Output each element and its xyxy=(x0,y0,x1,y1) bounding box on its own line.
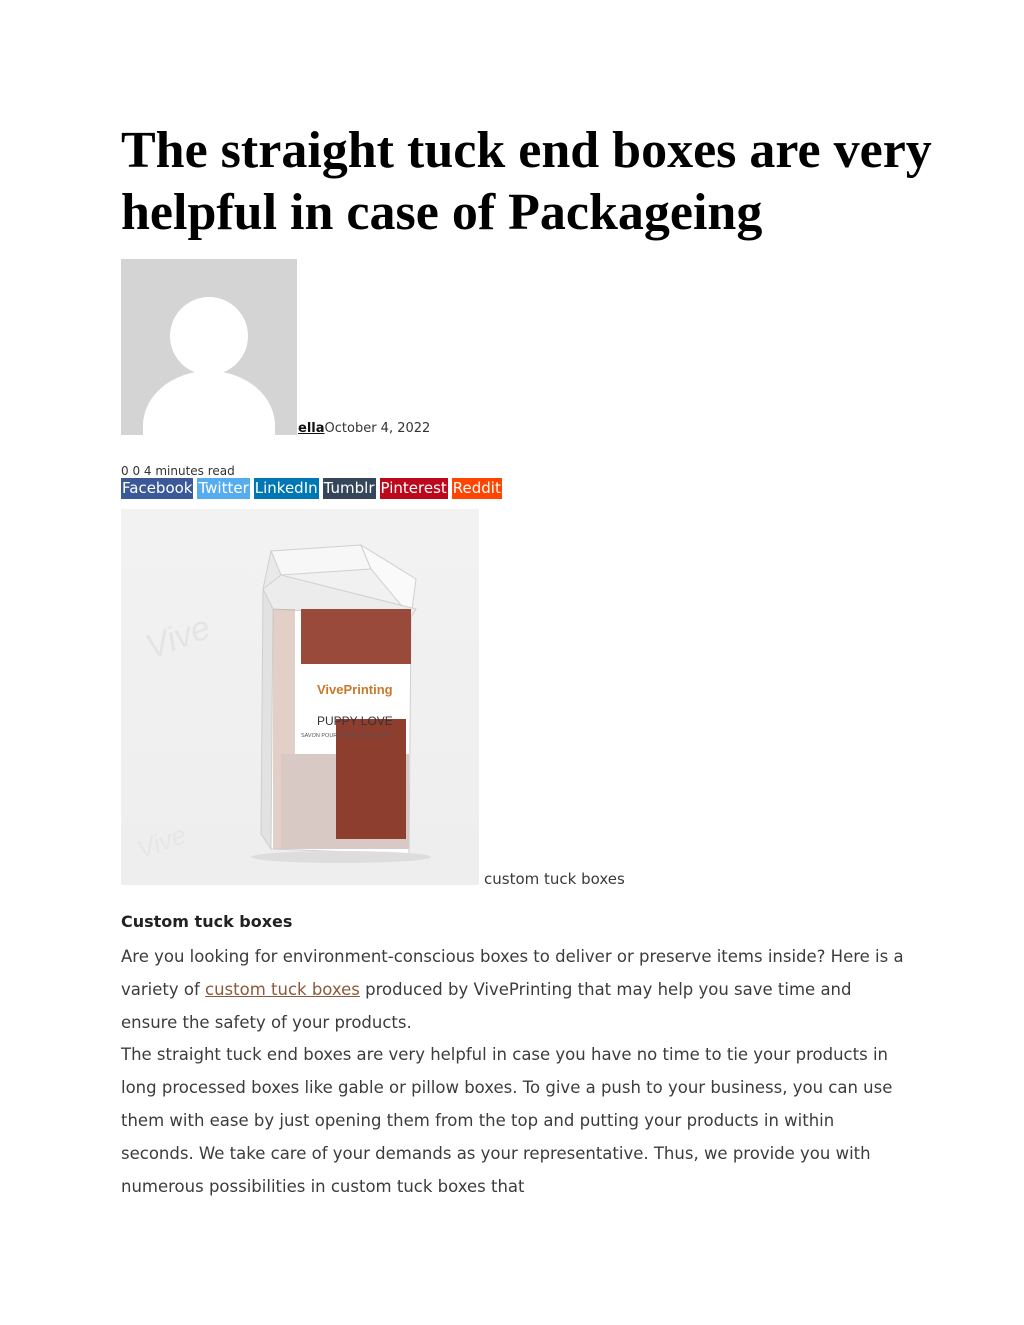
image-caption: custom tuck boxes xyxy=(484,870,625,888)
article-title: The straight tuck end boxes are very helpful in case of Packageing xyxy=(121,122,932,241)
svg-text:Vive: Vive xyxy=(132,819,191,865)
share-facebook-button[interactable]: Facebook xyxy=(122,479,193,497)
tuck-box-illustration xyxy=(121,509,479,885)
box-product-name: PUPPY LOVE xyxy=(317,714,393,728)
share-linkedin-button[interactable]: LinkedIn xyxy=(254,479,318,497)
paragraph-intro xyxy=(121,940,911,1039)
svg-text:Vive: Vive xyxy=(140,608,216,667)
share-reddit-button[interactable]: Reddit xyxy=(452,479,501,497)
product-image xyxy=(121,509,479,885)
box-brand-text: VivePrinting xyxy=(317,682,393,697)
share-twitter-button[interactable]: Twitter xyxy=(198,479,249,497)
box-product-sub: SAVON POUR CHIEN / DOG SOAP xyxy=(301,733,390,739)
share-pinterest-button[interactable]: Pinterest xyxy=(380,479,447,497)
share-buttons xyxy=(121,478,502,499)
share-tumblr-button[interactable]: Tumblr xyxy=(323,479,375,497)
paragraph-intro-text-end: produced by VivePrinting that may help you save time and ensure the safety of your products. xyxy=(121,980,852,1032)
author-link[interactable]: ella xyxy=(298,421,325,436)
paragraph-body: The straight tuck end boxes are very helpful in case you have no time to tie your products in long processed boxes like gable or pillow boxes. To give a push to your business, you can use them with ease by just opening them from the top and putting your products in within seconds. We take care of your demands as your representative. Thus, we provide you with numerous possibilities in custom tuck boxes that xyxy=(121,1045,893,1196)
post-meta: 0 0 4 minutes read xyxy=(121,464,235,478)
author-avatar xyxy=(121,259,297,435)
custom-tuck-boxes-link[interactable]: custom tuck boxes xyxy=(205,980,360,999)
paragraph-intro-text: Are you looking for environment-conscious boxes to deliver or preserve items inside? Here is a variety of xyxy=(121,947,904,999)
avatar-head-shape xyxy=(170,297,248,375)
section-heading: Custom tuck boxes xyxy=(121,912,293,931)
avatar-body-shape xyxy=(143,371,275,435)
byline xyxy=(298,421,430,436)
post-date: October 4, 2022 xyxy=(324,421,431,436)
